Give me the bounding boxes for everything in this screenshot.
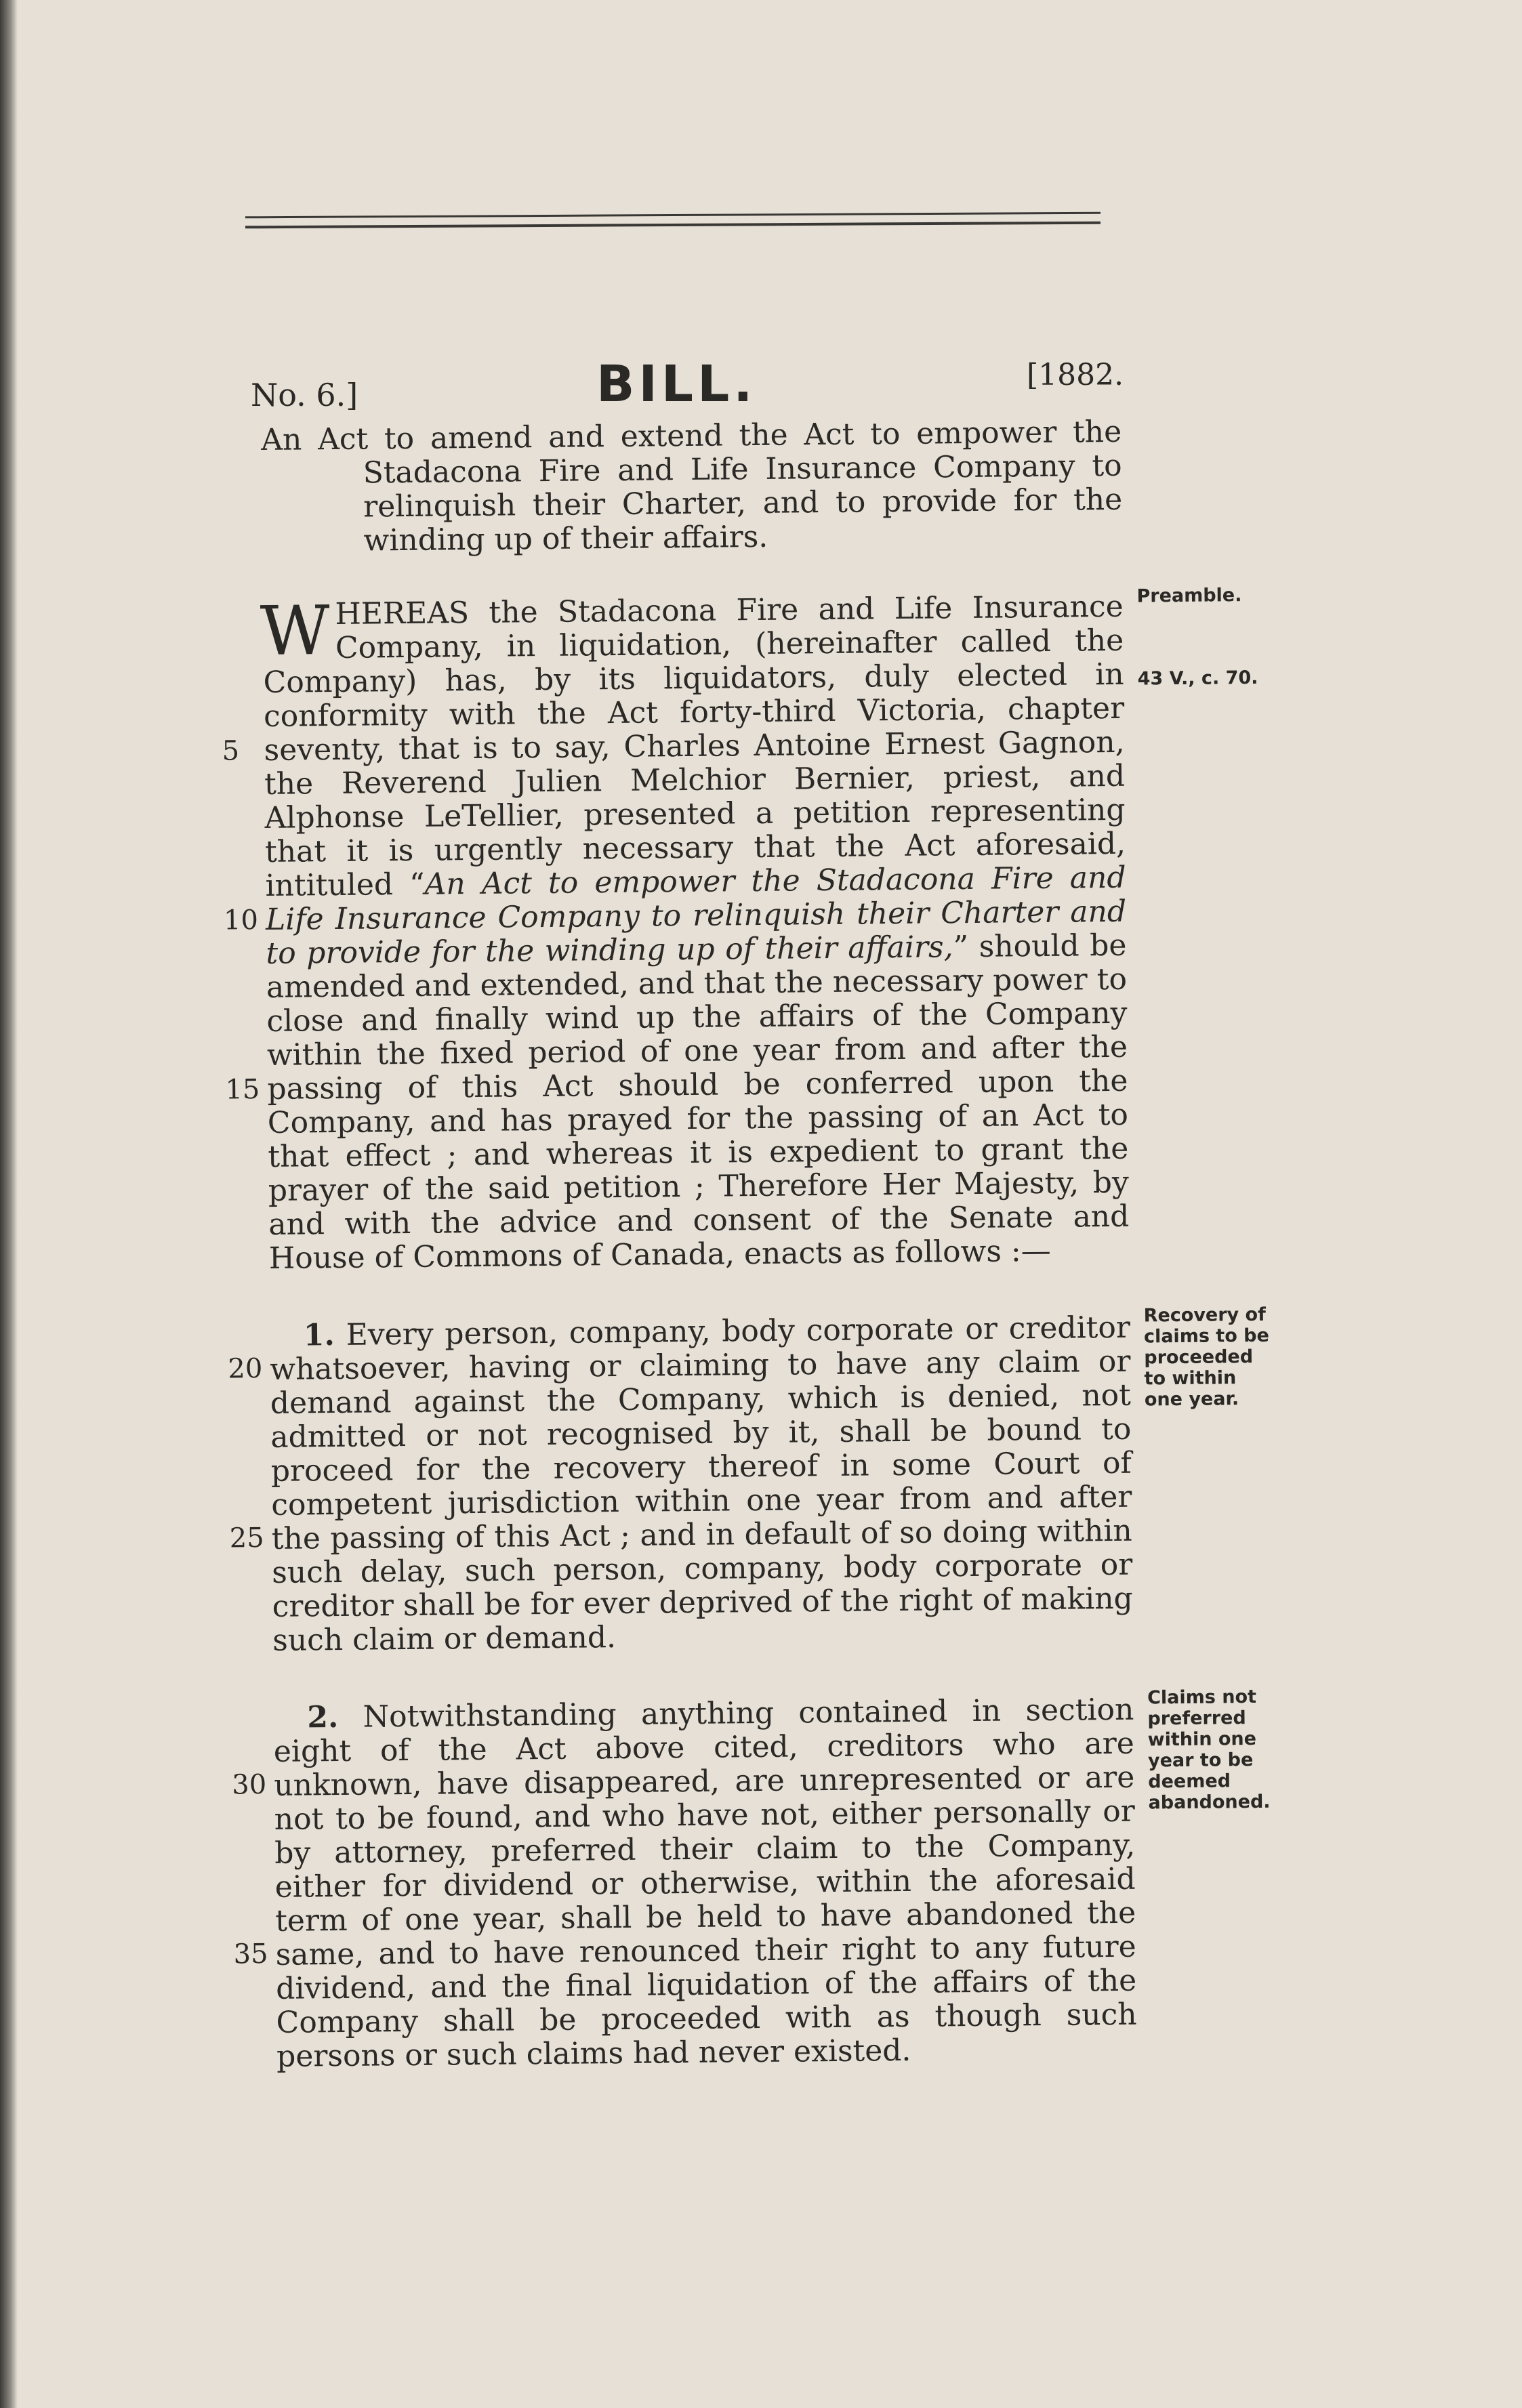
long-title: An Act to amend and extend the Act to empower the Stadacona Fire and Life Insurance Company to relinquish their Charter, and to provide for the winding up of their affairs.	[260, 414, 1123, 558]
margin-note-section-2: Claims not preferred within one year to be deemed abandoned.	[1147, 1686, 1271, 1814]
book-spine-shadow	[0, 0, 18, 2408]
act-citation-italic: An Act to empower the Stadacona Fire and Life Insurance Company to relinquish their Charter and to provide for the winding up of their affairs,	[265, 860, 1127, 971]
line-number: 25	[229, 1522, 264, 1554]
bill-number: No. 6.]	[251, 377, 358, 413]
bill-title: BILL.	[596, 355, 757, 413]
line-number: 20	[228, 1353, 263, 1385]
bill-body	[222, 414, 1271, 2074]
line-number: 5	[222, 735, 240, 767]
section-2	[232, 1686, 1271, 2074]
section-number: 1.	[303, 1318, 335, 1353]
margin-note-preamble: Preamble.	[1136, 585, 1242, 607]
drop-cap: W	[260, 591, 331, 671]
section-2-text: 2. Notwithstanding anything contained in section eight of the Act above cited, creditors who are unknown, have disappeared, are unrepresented or are not to be found, and who have not, either personally or by attorney, preferred their claim to the Company, either for dividend or otherwise, within the aforesaid term of one year, shall be held to have abandoned the same, and to have renounced their right to any future dividend, and the final liquidation of the affairs of the Company shall be proceeded with as though such persons or such claims had never existed.	[273, 1692, 1137, 2074]
preamble	[222, 585, 1258, 1276]
top-rule	[245, 212, 1101, 219]
margin-note-section-1: Recovery of claims to be proceeded to within one year.	[1143, 1304, 1269, 1411]
line-number: 10	[223, 905, 259, 936]
preamble-text	[262, 590, 1130, 1276]
section-1	[228, 1304, 1269, 1658]
preamble-text-a: HEREAS the Stadacona Fire and Life Insurance Company, in liquidation, (hereinafter called the Company) has, by its liquidators, duly elected in conformity with the Act forty-third Victoria, chapter seventy, that is to say, Charles Antoine Ernest Gagnon, the Reverend Julien Melchior Bernier, priest, and Alphonse LeTellier, presented a petition representing that it is urgently necessary that the Act aforesaid, intituled “	[263, 589, 1126, 903]
margin-note-citation: 43 V., c. 70.	[1137, 667, 1258, 690]
line-number: 15	[225, 1074, 260, 1106]
top-rule-double	[245, 222, 1101, 229]
bill-year: [1882.	[1027, 358, 1124, 392]
line-number: 30	[232, 1769, 267, 1801]
line-number: 35	[233, 1938, 268, 1970]
section-1-text: 1. Every person, company, body corporate or creditor whatsoever, having or claiming to have any claim or demand against the Company, which is denied, not admitted or not recognised by it, shall be bound to proceed for the recovery thereof in some Court of competent jurisdiction within one year from and after the passing of this Act ; and in default of so doing within such delay, such person, company, body corporate or creditor shall be for ever deprived of the right of making such claim or demand.	[270, 1310, 1133, 1658]
preamble-text-b: ” should be amended and extended, and that the necessary power to close and finally wind up the affairs of the Company within the fixed period of one year from and after the passing of this Act should be conferred upon the Company, and has prayed for the passing of an Act to that effect ; and whereas it is expedient to grant the prayer of the said petition ; Therefore Her Majesty, by and with the advice and consent of the Senate and House of Commons of Canada, enacts as follows :—	[266, 928, 1130, 1276]
bill-header	[244, 352, 1124, 413]
section-number: 2.	[307, 1699, 339, 1735]
